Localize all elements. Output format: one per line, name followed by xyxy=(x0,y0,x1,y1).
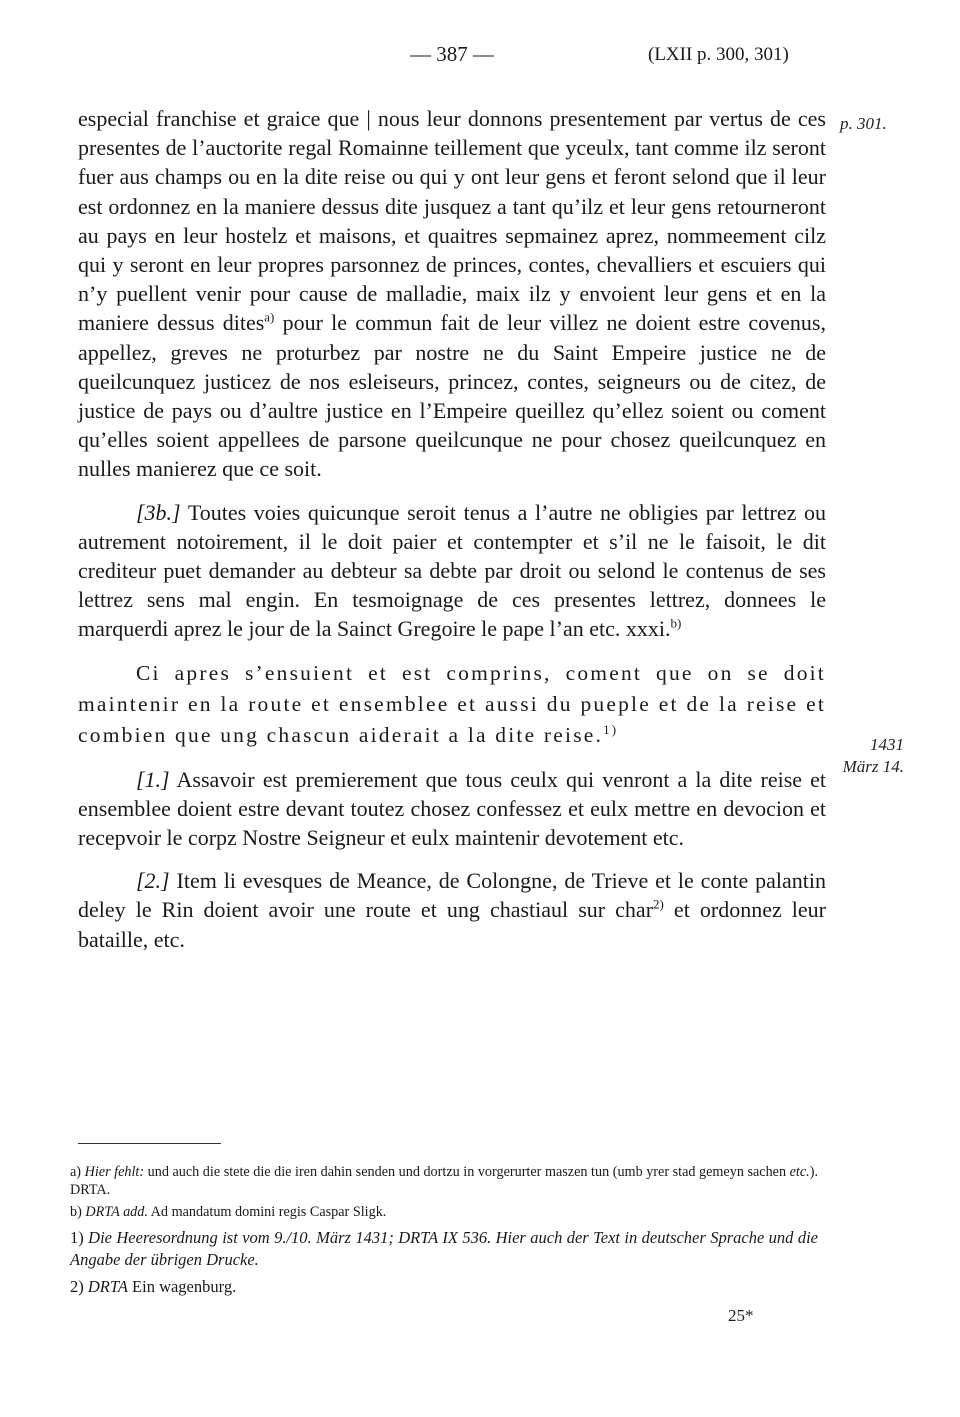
footnote-b-lead: DRTA add. xyxy=(85,1204,148,1220)
margin-page-reference: p. 301. xyxy=(840,114,887,133)
section-heading-text: Ci apres s’ensuient et est comprins, coment que on se doit maintenir en la route et ensemblee et aussi du pueple et de la reise et combien que ung chascun aiderait a la dite reise. xyxy=(78,660,826,747)
page-number: — 387 — xyxy=(410,42,494,66)
footnote-a-tail: ). DRTA. xyxy=(70,1164,818,1198)
footnote-a-lead: Hier fehlt: xyxy=(84,1164,145,1180)
paragraph-5 xyxy=(78,866,826,954)
page-header xyxy=(0,42,960,72)
page-reference: (LXII p. 300, 301) xyxy=(648,44,789,65)
footnote-1-text: Die Heeresordnung ist vom 9./10. März 1431; DRTA IX 536. Hier auch der Text in deutscher Sprache und die Angabe der übrigen Drucke. xyxy=(70,1227,818,1269)
footnote-ref-b: b) xyxy=(670,616,682,632)
footnote-1-mark: 1) xyxy=(70,1227,84,1247)
paragraph-4-text: Assavoir est premierement que tous ceulx qui venront a la dite reise et ensemblee doient estre devant toutez chosez confessez et eulx mettre en devocion et recepvoir le corpz Nostre Seigneur et eulx maintenir devotement etc. xyxy=(78,766,826,851)
footnote-ref-a: a) xyxy=(264,310,275,326)
section-label-3b: [3b.] xyxy=(136,499,181,525)
margin-date-day: März 14. xyxy=(842,757,904,776)
footnote-ref-2: 2) xyxy=(653,897,664,913)
paragraph-2-text: Toutes voies quicunque seroit tenus a l’autre ne obligies par lettrez ou autrement notoirement, il le doit paier et contempter et s’il ne le faisoit, le dit crediteur puet demander au debteur sa debte par droit ou selond le contenus de ses lettrez sens mal engin. En tesmoignage de ces presentes lettrez, donnees le marquerdi aprez le jour de la Sainct Gregoire le pape l’an etc. xxxi. xyxy=(78,499,826,642)
footnote-a-text: und auch die stete die die iren dahin senden und dortzu in vorgerurter maszen tun (umb yrer stad gemeyn sachen xyxy=(144,1164,790,1180)
paragraph-5-text: Item li evesques de Meance, de Colongne, de Trieve et le conte palantin deley le Rin doient avoir une route et ung chastiaul sur char xyxy=(78,868,826,923)
footnote-a-mark: a) xyxy=(70,1164,82,1180)
footnote-2-mark: 2) xyxy=(70,1276,84,1296)
margin-date-year: 1431 xyxy=(870,735,904,754)
paragraph-1-text-end: pour le commun fait de leur villez ne doient estre covenus, appellez, greves ne proturbez par nostre ne du Saint Empeire justice ne de queilcunquez justicez de nos esleiseurs, princez, contes, seigneurs ou de citez, de justice de pays ou d’aultre justice en l’Empeire queillez qu’ellez soient ou coment qu’elles soient appellees de parsone queilcunque ne pour chosez queilcunquez en nulles manierez que ce soit. xyxy=(78,310,826,482)
paragraph-4 xyxy=(78,765,826,853)
section-label-2: [2.] xyxy=(136,868,170,894)
footnote-divider xyxy=(78,1143,221,1144)
footnote-a xyxy=(70,1164,818,1199)
footnote-b-text: Ad mandatum domini regis Caspar Sligk. xyxy=(147,1204,387,1220)
footnote-a-etc: etc. xyxy=(789,1164,810,1180)
paragraph-2 xyxy=(78,498,826,644)
footnote-b xyxy=(70,1204,818,1222)
signature-mark: 25* xyxy=(728,1306,754,1325)
footnote-ref-1: 1) xyxy=(603,721,619,737)
paragraph-1 xyxy=(78,104,826,484)
main-text xyxy=(78,104,826,954)
margin-date xyxy=(820,734,904,778)
section-heading-paragraph xyxy=(78,658,826,751)
footnote-b-mark: b) xyxy=(70,1204,82,1220)
paragraph-1-text: especial franchise et graice que | nous leur donnons presentement par vertus de ces presentes de l’auctorite regal Romainne teillement que yceulx, tant comme ilz seront fuer aus champs ou en la dite reise ou qui y ont leur gens et feront selond que il leur est ordonnez en la maniere dessus dite jusquez a tant qu’ilz et leur gens retourneront au pays en leur hostelz et maisons, et quaitres sepmainez aprez, nommeement cilz qui y seront en leur propres parsonnez de princes, contes, chevalliers et escuiers qui n’y puellent venir pour cause de malladie, maix ilz y envoient leur gens et en la maniere dessus dites xyxy=(78,106,826,336)
paragraph-5-text-end: et ordonnez leur bataille, etc. xyxy=(78,897,826,952)
footnote-2 xyxy=(70,1276,818,1298)
footnote-2-text: Ein wagenburg. xyxy=(127,1276,237,1296)
footnote-2-lead: DRTA xyxy=(83,1276,128,1296)
footnotes xyxy=(70,1164,818,1303)
section-label-1: [1.] xyxy=(136,766,170,792)
footnote-1 xyxy=(70,1227,818,1271)
